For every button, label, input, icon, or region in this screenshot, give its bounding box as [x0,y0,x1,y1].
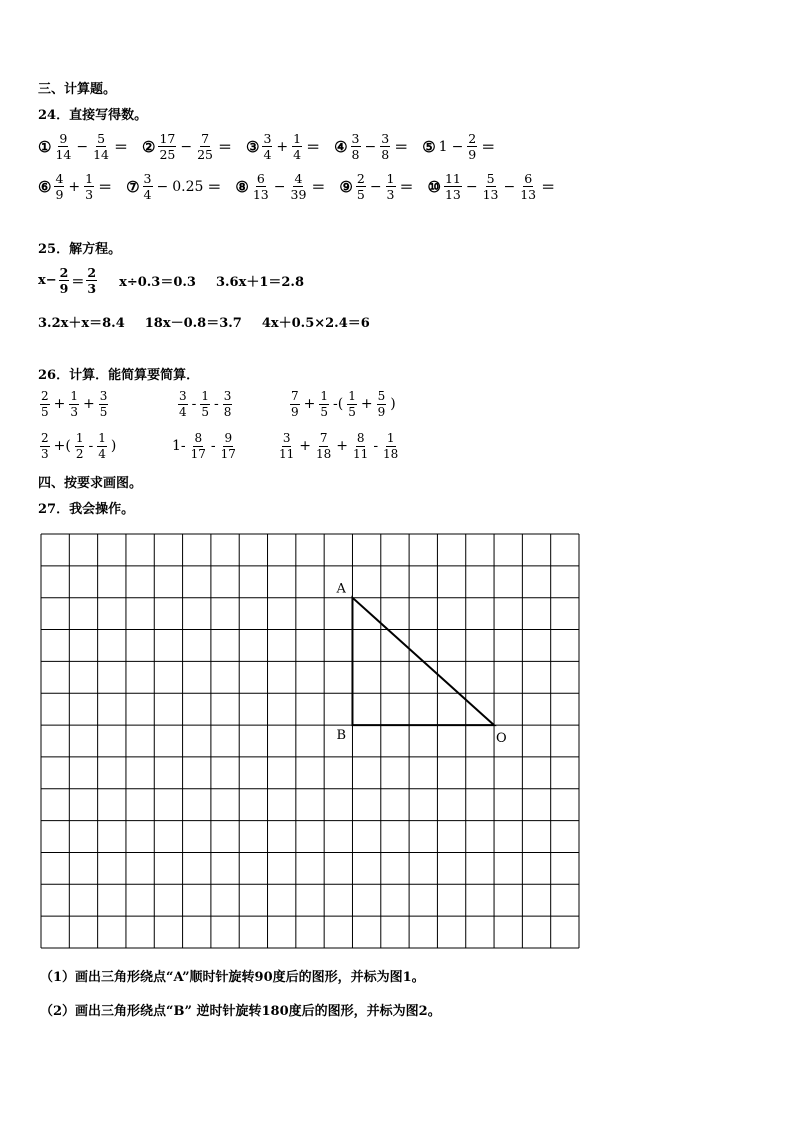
frac-den: 8 [381,147,390,163]
frac-num: 2 [356,171,365,186]
operator: − [180,138,193,155]
equals-sign: ＝ [541,179,556,196]
frac-num: 3 [263,131,272,146]
frac-num: 5 [97,131,106,146]
frac-den: 4 [263,147,272,163]
frac-num: 8 [194,431,203,445]
q26-calc-4 [38,432,118,460]
frac-den: 3 [70,404,79,419]
q26-calc-3 [288,390,398,418]
fraction [315,432,332,460]
frac-num: 1 [201,389,210,403]
frac-num: 5 [377,389,386,403]
fraction [290,390,300,418]
operator: + [303,396,316,413]
frac-num: 1 [293,131,302,146]
frac-num: 1 [348,389,356,403]
frac-num: 2 [468,131,477,146]
frac-den: 13 [444,187,461,203]
frac-num: 6 [524,171,533,186]
frac-num: 9 [224,431,233,445]
equals-sign: ＝ [98,179,113,196]
frac-den: 25 [197,147,213,163]
fraction [158,132,176,161]
frac-den: 13 [520,187,537,203]
frac-num: 3 [143,171,152,186]
frac-den: 4 [98,446,106,461]
frac-num: 1 [70,389,79,403]
frac-num: 7 [201,131,210,146]
q24-row1 [38,132,509,161]
frac-den: 5 [41,404,49,419]
calc-item [235,172,327,201]
operator: ) [390,396,396,413]
fraction [178,390,188,418]
fraction [382,432,399,460]
fraction [54,132,72,161]
frac-den: 9 [55,187,64,203]
frac-den: 9 [59,281,69,297]
frac-num: 4 [55,171,64,186]
item-number: ⑧ [235,177,249,196]
frac-num: 17 [159,131,176,146]
operator: - [373,438,379,455]
operator: − [503,178,516,195]
frac-den: 4 [179,404,187,419]
section4-title: 四、按要求画图。 [38,476,143,491]
fraction [223,390,233,418]
operator: - [210,438,216,455]
item-number: ⑦ [126,177,140,196]
q25-row1 [38,266,324,295]
frac-num: 2 [41,389,49,403]
frac-den: 13 [252,187,269,203]
operator: - [214,396,219,413]
frac-den: 5 [356,187,365,203]
operator: − [369,178,382,195]
fraction [519,172,537,201]
point-label-O: O [496,731,507,747]
operator: − [451,138,464,155]
equals-sign: ＝ [306,139,321,156]
frac-num: 2 [87,265,97,280]
q27-task1: （1）画出三角形绕点“A”顺时针旋转90度后的图形，并标为图1。 [40,970,425,985]
fraction [292,132,302,161]
frac-num: 3 [223,389,232,403]
q25-eq1-frac-a [59,266,70,295]
item-number: ④ [334,137,348,156]
equals-sign: ＝ [207,179,222,196]
fraction [386,172,396,201]
frac-num: 9 [59,131,68,146]
section3-title: 三、计算题。 [38,82,117,97]
drawing-grid [40,533,580,949]
fraction [252,172,270,201]
operator: + [83,396,95,413]
q26-calc-1 [38,390,110,418]
frac-num: 3 [351,131,360,146]
operator: -( [333,396,344,413]
frac-den: 5 [320,404,329,419]
fraction [143,172,153,201]
fraction [377,390,387,418]
calc-item [38,132,130,161]
q25-row2 [38,312,390,331]
frac-num: 1 [75,431,84,445]
operator: ) [110,438,117,455]
q25-eq1 [38,266,99,295]
operator: − [76,138,89,155]
fraction [356,172,366,201]
frac-num: 1 [98,431,106,445]
frac-num: 8 [356,431,365,445]
q24-row2 [38,172,569,201]
calc-item [428,172,558,201]
operator: + [53,396,66,413]
fraction [482,172,500,201]
frac-den: 14 [93,147,109,163]
frac-den: 9 [468,147,477,163]
item-number: ⑥ [38,177,52,196]
item-number: ⑤ [422,137,436,156]
frac-num: 2 [59,265,69,280]
q26-calc-2 [176,390,234,418]
q25-title: 25．解方程。 [38,242,122,257]
frac-den: 9 [291,404,299,419]
q26-calc-5 [170,432,239,460]
frac-den: 3 [85,187,94,203]
fraction [190,432,207,460]
q25-eq3: 3.6x＋1＝2.8 [215,275,304,291]
fraction [196,132,214,161]
item-number: ⑩ [427,177,441,196]
equals-sign: ＝ [399,179,414,196]
frac-den: 39 [290,187,307,203]
equals-sign: ＝ [311,179,326,196]
calc-item [422,132,497,161]
fraction [290,172,308,201]
frac-den: 17 [190,446,206,461]
operator: − [465,178,478,195]
fraction [40,432,50,460]
equals-sign: ＝ [114,139,128,156]
operator: - [191,396,197,413]
point-label-B: B [336,728,347,744]
fraction [54,172,64,201]
equals-sign: ＝ [481,139,496,156]
q25-eq1-frac-b [86,266,97,295]
operator: − [273,178,286,195]
q25-eq1-prefix: x− [38,273,57,289]
frac-den: 13 [482,187,499,203]
calc-item [339,172,415,201]
q25-eq5: 18x－0.8＝3.7 [144,316,242,331]
fraction [84,172,94,201]
fraction [444,172,462,201]
calc-item [142,132,234,161]
item-number: ③ [246,137,260,156]
frac-den: 17 [220,446,236,461]
frac-den: 9 [377,404,386,419]
frac-den: 11 [279,446,295,461]
operator: − [364,138,377,155]
fraction [319,390,329,418]
q25-eq6: 4x＋0.5×2.4＝6 [261,316,370,331]
frac-den: 2 [75,446,84,461]
frac-num: 1 [386,431,395,445]
q27-title: 27．我会操作。 [38,502,135,517]
calc-item [334,132,410,161]
q24-title: 24．直接写得数。 [38,108,148,123]
item-number: ② [142,137,156,156]
q26-title: 26．计算．能简算要简算． [38,368,200,383]
frac-num: 7 [291,389,299,403]
frac-den: 8 [351,147,360,163]
fraction [92,132,110,161]
fraction [69,390,79,418]
operator: + [276,138,289,155]
term: 1 [438,138,448,155]
frac-num: 11 [444,171,461,186]
operator: − [156,178,169,195]
frac-den: 4 [293,147,302,163]
term: 0.25 [172,178,204,195]
frac-num: 3 [99,389,108,403]
frac-den: 5 [99,404,108,419]
fraction [200,390,210,418]
fraction [467,132,477,161]
frac-den: 3 [41,446,49,461]
fraction [278,432,295,460]
fraction [99,390,109,418]
frac-den: 18 [316,446,332,461]
frac-den: 25 [159,147,176,163]
q25-eq2: x÷0.3＝0.3 [119,275,196,291]
point-label-A: A [336,581,346,597]
fraction [347,390,357,418]
frac-den: 18 [383,446,399,461]
frac-den: 3 [386,187,395,203]
q25-eq1-equal: ＝ [71,275,85,291]
calc-item [246,132,322,161]
fraction [40,390,50,418]
operator: + [68,178,81,195]
fraction [351,132,361,161]
frac-den: 4 [143,187,152,203]
equals-sign: ＝ [394,139,409,156]
frac-num: 6 [256,171,265,186]
operator: +( [53,438,71,455]
frac-num: 2 [41,431,49,445]
frac-num: 1 [320,389,329,403]
frac-num: 4 [294,171,303,186]
q27-task2: （2）画出三角形绕点“B” 逆时针旋转180度后的图形，并标为图2。 [40,1004,441,1019]
fraction [380,132,390,161]
q25-eq4: 3.2x＋x＝8.4 [38,316,125,331]
frac-num: 3 [381,131,390,146]
fraction [97,432,107,460]
term: 1- [172,438,186,455]
item-number: ⑨ [339,177,353,196]
frac-den: 8 [223,404,232,419]
fraction [262,132,272,161]
frac-den: 5 [201,404,210,419]
frac-den: 3 [87,281,97,297]
frac-den: 14 [55,147,72,163]
fraction [75,432,85,460]
calc-item [38,172,114,201]
frac-den: 5 [348,404,356,419]
frac-num: 1 [85,171,94,186]
operator: + [299,438,312,455]
operator: - [88,438,94,455]
fraction [352,432,369,460]
frac-num: 5 [486,171,495,186]
frac-den: 11 [353,446,369,461]
operator: + [336,438,349,455]
operator: + [360,396,373,413]
equals-sign: ＝ [218,139,232,156]
frac-num: 3 [179,389,187,403]
frac-num: 1 [386,171,395,186]
frac-num: 7 [319,431,328,445]
fraction [220,432,237,460]
calc-item [126,172,223,201]
item-number: ① [38,137,52,156]
q26-calc-6 [276,432,401,460]
frac-num: 3 [282,431,291,445]
